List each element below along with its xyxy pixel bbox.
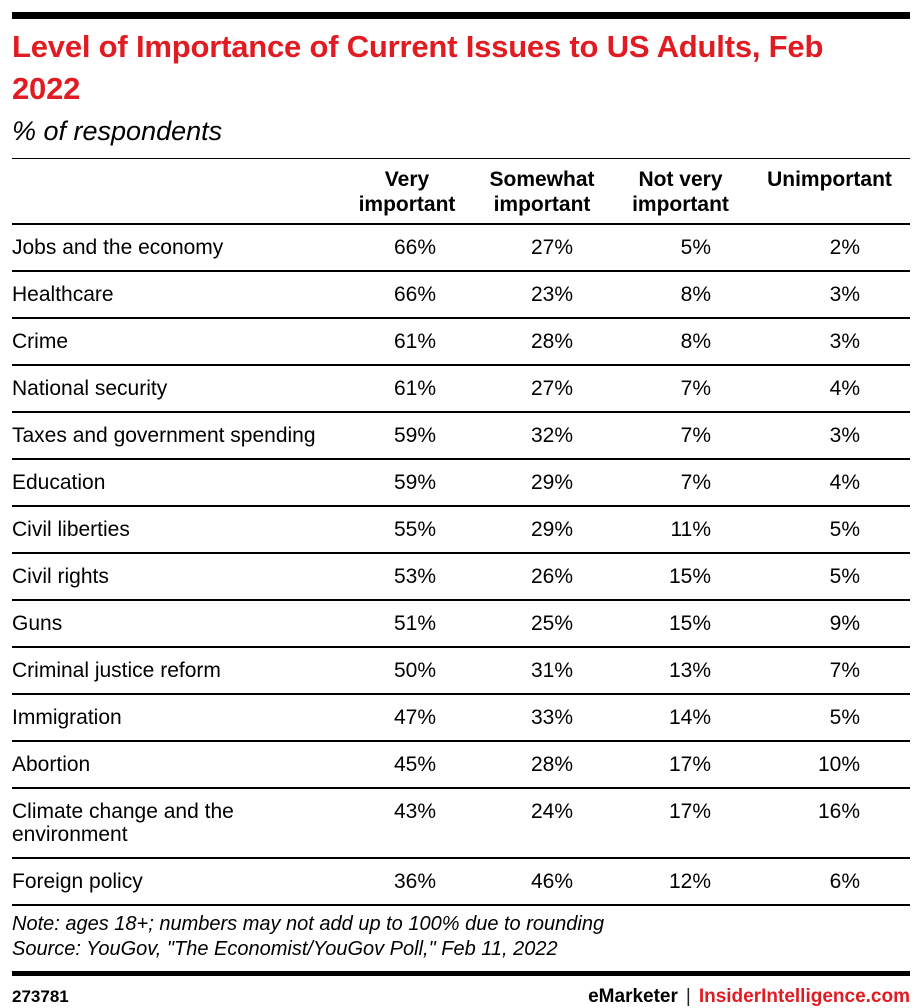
cell-value: 5% [749, 553, 910, 600]
note-text: Note: ages 18+; numbers may not add up to 100% due to rounding [12, 913, 605, 935]
table-row [12, 553, 910, 600]
row-label: Civil rights [12, 553, 342, 600]
cell-value: 26% [472, 553, 612, 600]
row-label: National security [12, 365, 342, 412]
chart-title: Level of Importance of Current Issues to US Adults, Feb 2022 [12, 29, 824, 106]
col-header-not-very-important: Not very important [612, 159, 749, 225]
cell-value: 43% [342, 788, 472, 858]
col-header-very-important: Very important [342, 159, 472, 225]
cell-value: 7% [612, 459, 749, 506]
cell-value: 11% [612, 506, 749, 553]
row-label: Jobs and the economy [12, 224, 342, 271]
brand-emarketer: eMarketer [588, 986, 678, 1007]
row-label: Crime [12, 318, 342, 365]
cell-value: 28% [472, 318, 612, 365]
table-row [12, 694, 910, 741]
cell-value: 51% [342, 600, 472, 647]
cell-value: 13% [612, 647, 749, 694]
cell-value: 5% [749, 506, 910, 553]
cell-value: 61% [342, 365, 472, 412]
cell-value: 59% [342, 459, 472, 506]
row-label: Civil liberties [12, 506, 342, 553]
table-row [12, 506, 910, 553]
cell-value: 24% [472, 788, 612, 858]
cell-value: 61% [342, 318, 472, 365]
cell-value: 5% [612, 224, 749, 271]
row-label: Climate change and the environment [12, 788, 342, 858]
importance-table [12, 158, 910, 906]
cell-value: 3% [749, 318, 910, 365]
footer [12, 976, 910, 1008]
table-row [12, 365, 910, 412]
table-row [12, 412, 910, 459]
col-header-somewhat-important: Somewhat important [472, 159, 612, 225]
table-row [12, 600, 910, 647]
cell-value: 33% [472, 694, 612, 741]
chart-id: 273781 [12, 987, 69, 1006]
table-row [12, 788, 910, 858]
cell-value: 2% [749, 224, 910, 271]
table-row [12, 318, 910, 365]
cell-value: 25% [472, 600, 612, 647]
cell-value: 55% [342, 506, 472, 553]
cell-value: 50% [342, 647, 472, 694]
row-label: Healthcare [12, 271, 342, 318]
brand-site-link[interactable]: InsiderIntelligence.com [698, 986, 910, 1007]
cell-value: 31% [472, 647, 612, 694]
cell-value: 7% [749, 647, 910, 694]
brand-lockup [588, 986, 910, 1008]
cell-value: 7% [612, 365, 749, 412]
brand-separator: | [685, 986, 691, 1007]
cell-value: 66% [342, 271, 472, 318]
cell-value: 59% [342, 412, 472, 459]
table-header-row [12, 159, 910, 225]
cell-value: 32% [472, 412, 612, 459]
cell-value: 8% [612, 271, 749, 318]
cell-value: 47% [342, 694, 472, 741]
row-label: Abortion [12, 741, 342, 788]
cell-value: 66% [342, 224, 472, 271]
row-label: Criminal justice reform [12, 647, 342, 694]
source-text: Source: YouGov, "The Economist/YouGov Poll," Feb 11, 2022 [12, 938, 558, 960]
row-label: Foreign policy [12, 858, 342, 905]
cell-value: 10% [749, 741, 910, 788]
table-header [12, 159, 910, 225]
cell-value: 17% [612, 741, 749, 788]
cell-value: 53% [342, 553, 472, 600]
cell-value: 28% [472, 741, 612, 788]
cell-value: 9% [749, 600, 910, 647]
row-label: Guns [12, 600, 342, 647]
table-row [12, 271, 910, 318]
cell-value: 3% [749, 412, 910, 459]
table-row [12, 647, 910, 694]
cell-value: 16% [749, 788, 910, 858]
cell-value: 23% [472, 271, 612, 318]
row-label: Immigration [12, 694, 342, 741]
cell-value: 4% [749, 459, 910, 506]
cell-value: 27% [472, 224, 612, 271]
cell-value: 17% [612, 788, 749, 858]
cell-value: 7% [612, 412, 749, 459]
cell-value: 29% [472, 506, 612, 553]
cell-value: 15% [612, 600, 749, 647]
table-row [12, 858, 910, 905]
cell-value: 4% [749, 365, 910, 412]
col-header-unimportant: Unimportant [749, 159, 910, 225]
top-divider-bar [12, 12, 910, 19]
cell-value: 6% [749, 858, 910, 905]
cell-value: 12% [612, 858, 749, 905]
cell-value: 46% [472, 858, 612, 905]
row-label: Education [12, 459, 342, 506]
cell-value: 8% [612, 318, 749, 365]
table-row [12, 224, 910, 271]
row-label: Taxes and government spending [12, 412, 342, 459]
cell-value: 29% [472, 459, 612, 506]
cell-value: 27% [472, 365, 612, 412]
footnotes [12, 906, 910, 970]
table-body [12, 224, 910, 905]
cell-value: 45% [342, 741, 472, 788]
cell-value: 36% [342, 858, 472, 905]
table-row [12, 741, 910, 788]
chart-subtitle: % of respondents [12, 116, 223, 146]
cell-value: 3% [749, 271, 910, 318]
table-row [12, 459, 910, 506]
cell-value: 14% [612, 694, 749, 741]
row-label-header [12, 159, 342, 225]
cell-value: 5% [749, 694, 910, 741]
cell-value: 15% [612, 553, 749, 600]
